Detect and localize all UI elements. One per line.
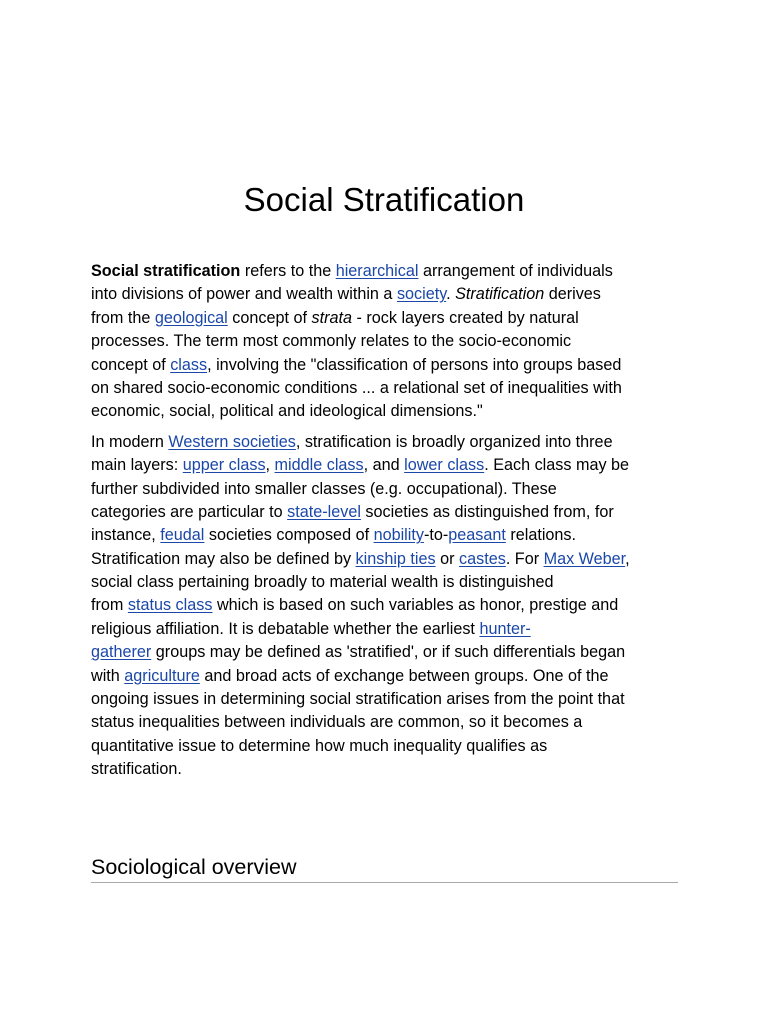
link-max-weber[interactable]: Max Weber (543, 549, 626, 568)
text-run: . (446, 285, 456, 304)
link-society[interactable]: society (396, 285, 447, 304)
text-line (91, 665, 691, 688)
section-divider (91, 882, 678, 883)
text-run: or (435, 549, 460, 568)
bold-term: Social stratification (91, 262, 241, 280)
text-line: further subdivided into smaller classes (e.g. occupational). These (91, 479, 557, 498)
text-line (91, 260, 691, 283)
paragraph-layers (91, 431, 691, 782)
text-line (91, 524, 691, 547)
link-hierarchical[interactable]: hierarchical (335, 262, 419, 280)
text-run: from the (91, 308, 155, 327)
link-peasant[interactable]: peasant (448, 526, 506, 545)
text-run: which is based on such variables as honor, prestige and (212, 596, 619, 615)
text-run: and broad acts of exchange between groups. One of the (199, 666, 609, 685)
link-class[interactable]: class (170, 355, 208, 374)
text-run: religious affiliation. It is debatable whether the earliest (91, 619, 480, 638)
link-hunter-gatherer[interactable]: hunter- (479, 619, 531, 638)
text-line (91, 354, 691, 377)
text-run: , (625, 549, 630, 568)
link-upper-class[interactable]: upper class (182, 456, 266, 475)
text-run: refers to the (240, 262, 336, 280)
page-title: Social Stratification (243, 181, 525, 218)
text-run: - rock layers created by natural (351, 308, 579, 327)
text-line (91, 501, 691, 524)
text-run: Stratification may also be defined by (91, 549, 356, 568)
italic-term: strata (311, 308, 352, 327)
text-run: groups may be defined as 'stratified', or if such differentials began (151, 643, 626, 662)
text-run: instance, (91, 526, 161, 545)
section-heading-sociological-overview: Sociological overview (91, 855, 297, 879)
link-kinship-ties[interactable]: kinship ties (355, 549, 436, 568)
link-nobility[interactable]: nobility (373, 526, 424, 545)
text-line (91, 283, 691, 306)
link-middle-class[interactable]: middle class (274, 456, 364, 475)
text-run: . Each class may be (484, 456, 630, 475)
text-run: into divisions of power and wealth within a (91, 285, 397, 304)
text-line: economic, social, political and ideological dimensions." (91, 402, 483, 421)
text-run: In modern (91, 432, 169, 451)
text-line: on shared socio-economic conditions ... a relational set of inequalities with (91, 378, 622, 397)
text-line (91, 641, 691, 664)
text-line (91, 307, 691, 330)
text-run: -to- (423, 526, 449, 545)
article-body (91, 260, 691, 782)
text-run: , and (363, 456, 405, 475)
text-run: arrangement of individuals (418, 262, 613, 280)
link-status-class[interactable]: status class (127, 596, 213, 615)
text-run: from (91, 596, 128, 615)
paragraph-intro (91, 260, 691, 424)
text-run: , stratification is broadly organized into three (295, 432, 613, 451)
text-run: concept of (91, 355, 171, 374)
text-line: quantitative issue to determine how much inequality qualifies as (91, 736, 548, 755)
text-run: . For (505, 549, 544, 568)
text-line: stratification. (91, 760, 182, 779)
text-line: ongoing issues in determining social stratification arises from the point that (91, 690, 625, 709)
link-agriculture[interactable]: agriculture (124, 666, 200, 685)
text-run: , involving the "classification of persons into groups based (207, 355, 622, 374)
italic-term: Stratification (455, 285, 545, 304)
text-line (91, 454, 691, 477)
text-run: societies as distinguished from, for (360, 502, 614, 521)
text-run: categories are particular to (91, 502, 288, 521)
text-run: concept of (227, 308, 312, 327)
link-state-level[interactable]: state-level (287, 502, 361, 521)
text-line (91, 618, 691, 641)
text-run: main layers: (91, 456, 183, 475)
link-lower-class[interactable]: lower class (404, 456, 485, 475)
text-line (91, 431, 691, 454)
text-run: with (91, 666, 125, 685)
link-feudal[interactable]: feudal (160, 526, 205, 545)
text-run: relations. (505, 526, 577, 545)
text-line: status inequalities between individuals are common, so it becomes a (91, 713, 583, 732)
text-run: societies composed of (204, 526, 374, 545)
link-western-societies[interactable]: Western societies (168, 432, 296, 451)
text-line: social class pertaining broadly to material wealth is distinguished (91, 573, 554, 592)
link-geological[interactable]: geological (154, 308, 228, 327)
text-run: , (265, 456, 275, 475)
text-run: derives (544, 285, 601, 304)
link-hunter-gatherer-cont[interactable]: gatherer (91, 643, 152, 662)
text-line: processes. The term most commonly relates to the socio-economic (91, 332, 572, 351)
text-line (91, 594, 691, 617)
text-line (91, 548, 691, 571)
link-castes[interactable]: castes (459, 549, 506, 568)
